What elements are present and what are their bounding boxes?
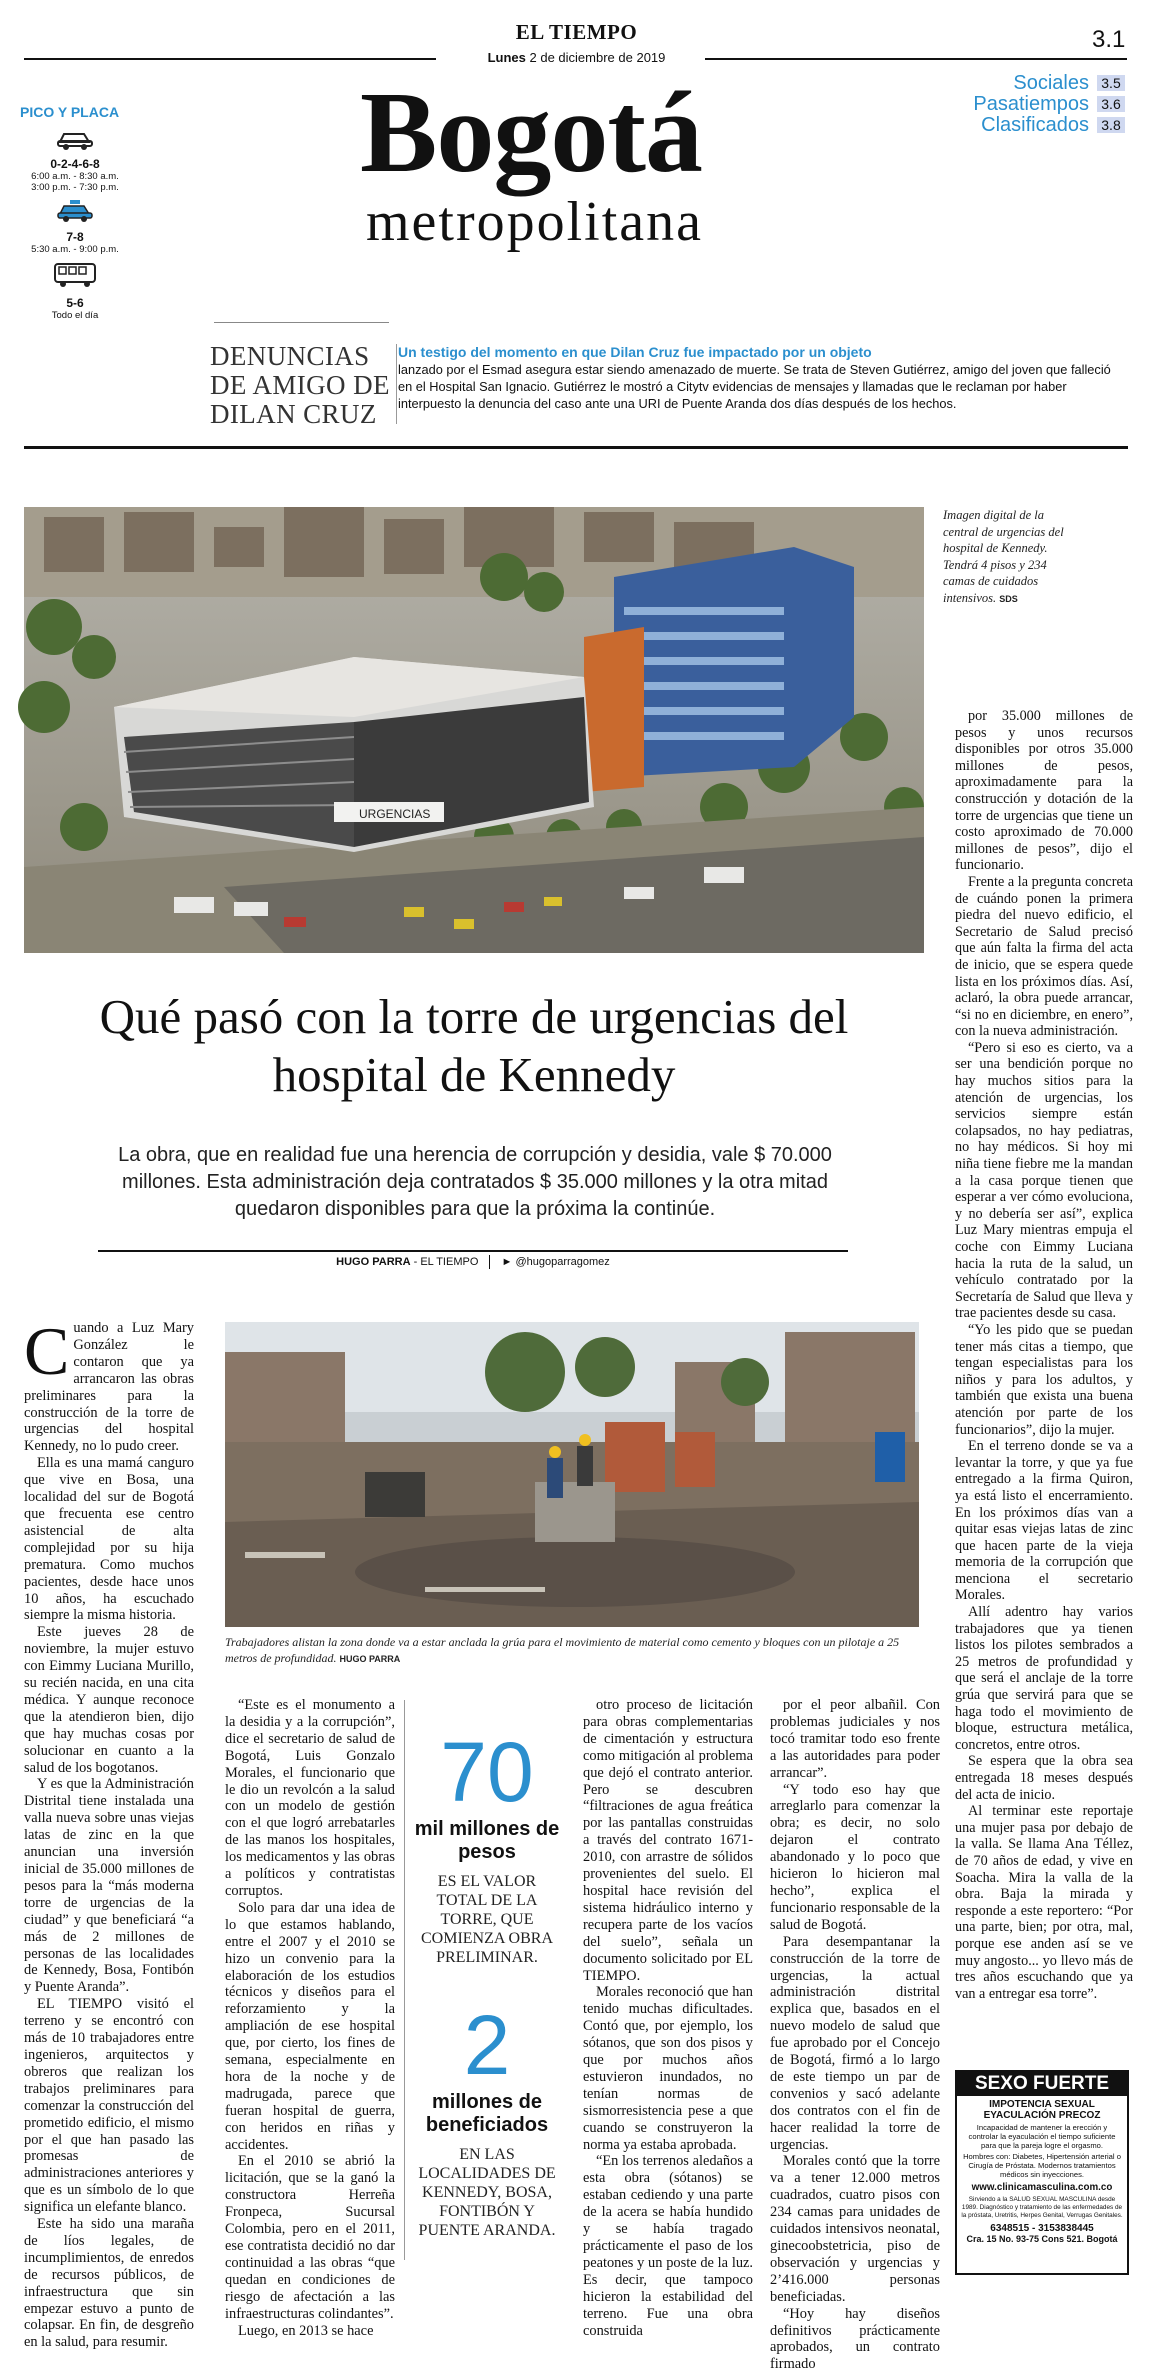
article-column-2 xyxy=(225,1697,395,2339)
masthead-right-rule xyxy=(705,58,1127,60)
section-link-label: Sociales xyxy=(1013,71,1089,94)
ad-sub1: IMPOTENCIA SEXUAL xyxy=(989,2099,1095,2110)
paragraph: Frente a la pregunta concreta de cuándo ponen la primera piedra del nuevo edificio, el Secretario de Salud precisó que aún falta la firma del acta de inicio, que se espera quede lista en los próximos días. Así, aclaró, la obra puede arrancar, “si no en diciembre, en enero”, con la nueva administración. xyxy=(955,873,1133,1040)
main-photo-credit: SDS xyxy=(999,593,1018,604)
section-title: Bogotá xyxy=(360,69,702,197)
section-page-badge: 3.8 xyxy=(1097,117,1125,133)
pico-placa-entry xyxy=(20,128,130,193)
article-column-4 xyxy=(583,1697,753,2339)
paragraph: “Y todo eso hay que arreglarlo para comenzar la obra; es decir, no solo dejaron el contrato abandonado y lo poco que hicieron lo hicieron mal hecho”, explica el funcionario responsable de la salud de Bogotá. xyxy=(770,1781,940,1933)
stat-70-text: ES EL VALOR TOTAL DE LA TORRE, QUE COMIENZA OBRA PRELIMINAR. xyxy=(420,1873,553,1966)
paragraph: Solo para dar una idea de lo que estamos hablando, entre el 2007 y el 2010 se hizo un convenio para la elaboración de los estudios técnicos y diseños para el reforzamiento y la ampliación de ese hospital que, por cierto, los fines de semana, especialmente en hora de la noche y de madrugada, parece que fueran hospital de guerra, con heridos en riñas y accidentes. xyxy=(225,1899,395,2153)
worksite-image xyxy=(225,1322,919,1627)
teaser-divider xyxy=(396,344,397,424)
sections-index xyxy=(900,72,1125,135)
worksite-photo-caption xyxy=(225,1634,925,1667)
pico-placa-hours: 3:00 p.m. - 7:30 p.m. xyxy=(31,182,119,193)
paragraph: Morales contó que la torre va a tener 12.000 metros cuadrados, cuatro pisos con 234 camas para unidades de cuidados intensivos neonatal, ginecoobstetricia, piso de observación y urgencias y 2’416.000 personas beneficiadas. xyxy=(770,2153,940,2305)
paragraph: “En los terrenos aledaños a esta obra (sótanos) se estaban cediendo y una parte de la acera se había hundido y se había tragado prácticamente el paso de los peatones y un poste de la luz. Es decir, que tampoco hicieron la estabilidad del terreno. Fue una obra construida xyxy=(583,2153,753,2339)
stat-2-unit: millones de beneficiados xyxy=(425,2091,549,2136)
date-rest: 2 de diciembre de 2019 xyxy=(529,50,666,65)
header-bottom-rule xyxy=(24,446,1128,449)
paragraph: otro proceso de licitación para obras complementarias de cimentación y estructura como mitigación al problema que dejó el contrato anterior. Pero se descubren “filtraciones de agua freática por las pantallas construidas a través del contrato 1671-2010, con arrastre de sólidos provenientes del suelo. El hospital hace revisión del sistema hidráulico interno y recupera parte de los vacíos del suelo”, señala un documento solicitado por EL TIEMPO. xyxy=(583,1697,753,1984)
teaser-headline: Un testigo del momento en que Dilan Cruz fue impactado por un objeto xyxy=(398,344,872,360)
stat-2-text: EN LAS LOCALIDADES DE KENNEDY, BOSA, FONTIBÓN Y PUENTE ARANDA. xyxy=(418,2146,556,2239)
section-link-clasificados[interactable] xyxy=(900,114,1125,135)
ad-line3: Sirviendo a la SALUD SEXUAL MASCULINA desde 1989. Diagnóstico y tratamiento de las enfermedades de la próstata, Uretritis, Herpes Genital, Verrugas Genitales. xyxy=(961,2196,1123,2219)
paragraph: Luego, en 2013 se hace xyxy=(238,2322,374,2339)
paragraph: Morales reconoció que han tenido muchas dificultades. Contó que, por ejemplo, los sótanos, que son dos pisos y que por muchos años estuvieron inundados, no tenían normas de sismorresistencia pese a que cuando se construyeron la norma ya estaba aprobada. xyxy=(583,1984,753,2153)
pico-placa-hours: Todo el día xyxy=(51,310,99,321)
ad-line2: Hombres con: Diabetes, Hipertensión arterial o Cirugía de Próstata. Modernos tratamientos médicos sin inyecciones. xyxy=(963,2152,1121,2179)
paper-name: EL TIEMPO xyxy=(515,20,638,44)
ad-address: Cra. 15 No. 93-75 Cons 521. Bogotá xyxy=(966,2234,1118,2244)
paragraph: En el 2010 se abrió la licitación, que se la ganó la constructora Herreña Fronpeca, Sucursal Colombia, pero en el 2011, ese contratista decidió no dar continuidad a las obras “que quedan en condiciones de riesgo de afectación a las infraestructuras colindantes”. xyxy=(225,2153,395,2322)
paragraph: Y es que la Administración Distrital tiene instalada una valla nueva sobre unas viejas latas de zinc en la que anuncian una inversión inicial de 35.000 millones de pesos para la “más moderna torre de urgencias de la ciudad” y que beneficiará “a más de 2 millones de personas de las localidades de Kennedy, Bosa, Fontibón y Puente Aranda”. xyxy=(24,1776,194,1996)
pico-placa-digits: 0-2-4-6-8 xyxy=(50,157,100,171)
byline xyxy=(98,1255,848,1269)
section-link-sociales[interactable] xyxy=(900,72,1125,93)
teaser-box xyxy=(208,322,1128,432)
section-page-badge: 3.5 xyxy=(1097,75,1125,91)
stats-column xyxy=(412,1725,562,2240)
worksite-photo-credit: HUGO PARRA xyxy=(339,1654,401,1664)
byline-separator xyxy=(489,1255,490,1269)
pico-placa-entry xyxy=(20,261,130,321)
main-photo-caption xyxy=(943,507,1073,607)
car-icon xyxy=(20,128,130,155)
ad-title: SEXO FUERTE xyxy=(957,2072,1127,2096)
main-photo-caption-text: Imagen digital de la central de urgencias del hospital de Kennedy. Tendrá 4 pisos y 234 camas de cuidados intensivos. xyxy=(943,508,1064,605)
article-column-5 xyxy=(770,1697,940,2373)
section-link-pasatiempos[interactable] xyxy=(900,93,1125,114)
lead-text: uando a Luz Mary González le contaron que ya arrancaron las obras preliminares para la construcción de la torre de urgencias del hospital Kennedy, no lo pudo creer. xyxy=(24,1320,194,1455)
masthead xyxy=(0,0,1153,65)
paragraph: Allí adentro hay varios trabajadores que ya tienen listos los pilotes sembrados a 25 metros de profundidad y que será el anclaje de la torre grúa que servirá para que se haga todo el movimiento de bloque, estructura metálica, concretos, entre otros. xyxy=(955,1604,1133,1753)
paragraph: por 35.000 millones de pesos y unos recursos disponibles por otros 35.000 millones de pesos, aproximadamente para la construcción y dotación de la torre de urgencias que tiene un costo aproximado de 70.000 millones de pesos”, dijo el funcionario. xyxy=(955,708,1133,874)
byline-paper: - EL TIEMPO xyxy=(413,1255,479,1268)
paragraph: por el peor albañil. Con problemas judiciales y nos tocó tramitar todo eso frente a las autoridades para poder arrancar”. xyxy=(770,1697,940,1781)
lead-paragraph xyxy=(24,1313,194,1455)
teaser-text xyxy=(398,344,1118,412)
ad-sub2: EYACULACIÓN PRECOZ xyxy=(983,2110,1101,2121)
stats-left-divider xyxy=(404,1700,405,2260)
paragraph: Al terminar este reportaje una mujer pasa por debajo de la valla. Se llama Ana Téllez, de 70 años de edad, y vive en Soacha. Mira la valla de la obra. Baja la mirada y responde a este reportero: “Por una parte, bien; por otra, mal, porque ese anden así se ve muy angosto... yo llevo más de tres años escuchando que ya van a entregar esa torre”. xyxy=(955,1803,1133,2002)
stat-70-unit: mil millones de pesos xyxy=(414,1818,560,1863)
paragraph: “Este es el monumento a la desidia y a la corrupción”, dice el secretario de salud de Bogotá, Luis Gonzalo Morales, el funcionario que le dio un revolcón a la salud con un modelo de gestión con el que logró arrebatarles de las manos los hospitales, los medicamentos y las obras a políticos y contratistas corruptos. xyxy=(225,1697,395,1899)
stat-2-number: 2 xyxy=(463,1998,511,2092)
page-number: 3.1 xyxy=(1092,26,1126,53)
pico-placa-hours: 6:00 a.m. - 8:30 a.m. xyxy=(31,171,119,182)
article-headline: Qué pasó con la torre de urgencias del hospital de Kennedy xyxy=(99,989,849,1102)
paragraph: Se espera que la obra sea entregada 18 meses después del acta de inicio. xyxy=(955,1753,1133,1803)
paragraph: Para desempantanar la construcción de la torre de urgencias, la actual administración distrital explica que, basados en el nuevo modelo de salud que fue aprobado por el Concejo de Bogotá, firmó a lo largo de este tiempo un par de convenios y sacó adelante dos contratos con el fin de hacer realidad la torre de urgencias. xyxy=(770,1933,940,2153)
section-page-badge: 3.6 xyxy=(1097,96,1125,112)
byline-author: HUGO PARRA xyxy=(336,1255,411,1268)
paragraph: En el terreno donde se va a levantar la torre, y que ya fue entregado a la firma Quiron, ya está listo el encerramiento. En los próximos días van a quitar esas viejas latas de zinc que hacen parte de la vieja memoria de la corrupción que menciona el secretario Morales. xyxy=(955,1438,1133,1604)
drop-cap: C xyxy=(24,1313,70,1389)
taxi-icon xyxy=(20,199,130,228)
stat-70-number: 70 xyxy=(440,1725,534,1819)
section-subtitle: metropolitana xyxy=(366,191,704,253)
paragraph: Este ha sido una maraña de líos legales, de incumplimientos, de enredos de recursos públicos, de infraestructura que sin empezar estuvo a punto de colapsar. En fin, de desgreño en la salud, para resumir. xyxy=(24,2216,194,2351)
article-column-6 xyxy=(955,708,1133,2002)
main-photo xyxy=(24,507,924,953)
pico-y-placa xyxy=(20,104,130,327)
pico-placa-digits: 5-6 xyxy=(66,296,84,310)
paragraph: “Pero si eso es cierto, va a ser una bendición porque no hay muchos sitios para la atención de urgencias, los servicios siempre están colapsados, no hay pediatras, no hay médicos. Si hoy mi niña tiene fiebre me la mandan a la casa porque tienen que esperar a ver cómo evoluciona, y no debería ser así”, explica Luz Mary mientras empuja el coche con Eimmy Luciana hacia la ruta de la salud, un vehículo contratado por la Secretaría de Salud que lleva y trae pacientes desde su casa. xyxy=(955,1039,1133,1322)
masthead-left-rule xyxy=(24,58,436,60)
section-link-label: Pasatiempos xyxy=(973,92,1089,115)
pico-placa-digits: 7-8 xyxy=(66,230,84,244)
byline-handle: @hugoparragomez xyxy=(515,1255,610,1268)
ad-phones: 6348515 - 3153838445 xyxy=(990,2223,1094,2234)
twitter-icon: ► xyxy=(501,1255,513,1268)
worksite-caption-text: Trabajadores alistan la zona donde va a estar anclada la grúa para el movimiento de material como cemento y bloques con un pilotaje a 25 metros de profundidad. xyxy=(225,1635,900,1665)
date-day: Lunes xyxy=(487,50,526,65)
section-link-label: Clasificados xyxy=(981,113,1089,136)
article-deck: La obra, que en realidad fue una herencia de corrupción y desidia, vale $ 70.000 millones. Esta administración deja contratados $ 35.000 millones y la otra mitad quedaron disponibles para que la próxima la continúe. xyxy=(118,1144,832,1220)
bus-icon xyxy=(20,261,130,294)
pico-placa-title: PICO Y PLACA xyxy=(20,104,120,120)
teaser-body: lanzado por el Esmad asegura estar siendo amenazado de muerte. Se trata de Steven Gutiérrez, amigo del joven que falleció en el Hospital San Ignacio. Gutiérrez le mostró a Citytv evidencias de mensajes y llamadas que le reclaman por haber interpuesto la denuncia del caso ante una URI de Puente Aranda dos días después de los hechos. xyxy=(398,362,1111,411)
paragraph: EL TIEMPO visitó el terreno y se encontró con más de 10 trabajadores entre ingenieros, arquitectos y obreros que realizan los trabajos preliminares para comenzar la construcción del prometido edificio, el mismo por el que han pasado las promesas de administraciones anteriores y que es un símbolo de lo que significa un elefante blanco. xyxy=(24,1996,194,2216)
ad-web: www.clinicamasculina.com.co xyxy=(971,2182,1113,2193)
pico-placa-entry xyxy=(20,199,130,255)
paragraph: “Yo les pido que se puedan tener más citas a tiempo, que tengan especialistas para los niños y para los adultos, y también que exista una buena atención por parte de los funcionarios”, dijo la mujer. xyxy=(955,1321,1133,1438)
urgencias-sign-text: URGENCIAS xyxy=(359,807,431,821)
sexo-fuerte-ad xyxy=(955,2070,1129,2275)
paragraph: “Hoy hay diseños definitivos prácticamente aprobados, un contrato firmado xyxy=(770,2305,940,2373)
paragraph: Ella es una mamá canguro que vive en Bosa, una localidad del sur de Bogotá que frecuenta ese centro asistencial de alta complejidad por su hija prematura. Como muchos pacientes, desde hace unos 10 años, ha escuchado siempre la misma historia. xyxy=(24,1455,194,1624)
teaser-kicker: DENUNCIAS DE AMIGO DE DILAN CRUZ xyxy=(210,341,390,429)
pico-placa-hours: 5:30 a.m. - 9:00 p.m. xyxy=(31,244,119,255)
byline-rule xyxy=(98,1250,848,1252)
teaser-top-rule xyxy=(214,322,389,323)
ad-line1: Incapacidad de mantener la erección y controlar la eyaculación el tiempo suficiente para que la pareja logre el orgasmo. xyxy=(968,2123,1116,2150)
article-column-1 xyxy=(24,1313,194,2351)
paragraph: Este jueves 28 de noviembre, la mujer estuvo con Eimmy Luciana Murillo, su recién nacida, en una cita médica. Y aunque reconoce que la atendieron bien, dijo que hay muchas cosas por solucionar en cuanto a la salud de los bogotanos. xyxy=(24,1624,194,1776)
worksite-photo xyxy=(225,1322,919,1627)
hospital-render-image xyxy=(24,507,924,953)
